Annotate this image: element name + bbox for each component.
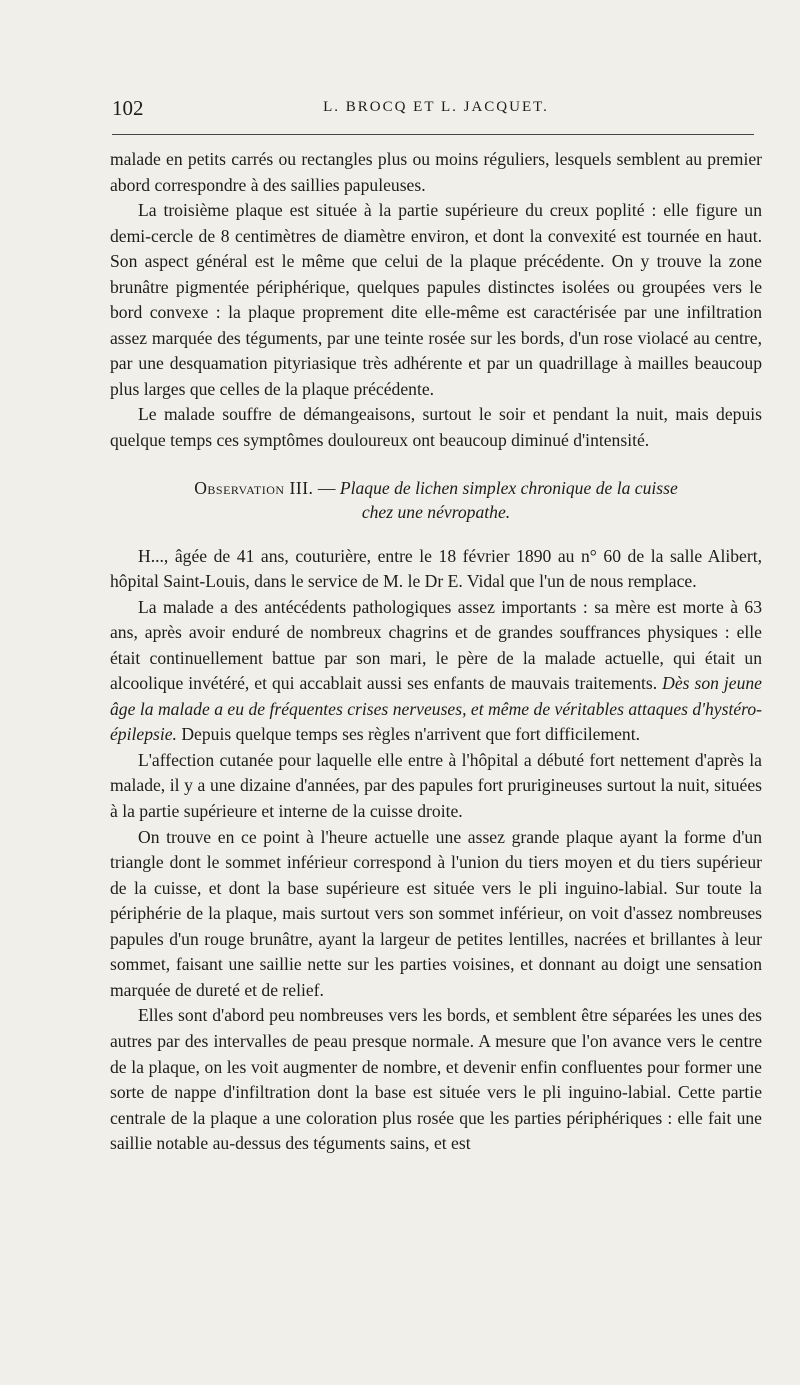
header-rule [112,134,754,135]
paragraph-italic-text: Dès son jeune âge la malade a eu de fréquentes crises nerveuses, et même de véritables attaques d'hystéro-épilepsie. [110,673,762,745]
paragraph: L'affection cutanée pour laquelle elle entre à l'hôpital a débuté fort nettement d'après la malade, il y a une dizaine d'années, par des papules fort prurigineuses surtout la nuit, situées à la partie supérieure et interne de la cuisse droite. [110,749,762,822]
paragraph-text: La malade a des antécédents pathologiques assez importants : sa mère est morte à 63 ans, après avoir enduré de nombreux chagrins et de grandes souffrances physiques : elle était continuellement battue par son mari, le père de la malade actuelle, qui était un alcoolique invétéré, et qui accablait aussi ses enfants de mauvais traitements. [110,596,762,694]
paragraph: malade en petits carrés ou rectangles plus ou moins réguliers, lesquels semblent au premier abord correspondre à des saillies papuleuses. [110,149,762,195]
paragraph: H..., âgée de 41 ans, couturière, entre le 18 février 1890 au n° 60 de la salle Alibert, hôpital Saint-Louis, dans le service de M. le Dr E. Vidal que l'un de nous remplace. [110,545,762,592]
observation-title-line1: Plaque de lichen simplex chronique de la cuisse [339,477,678,498]
paragraph: La troisième plaque est située à la partie supérieure du creux poplité : elle figure un demi-cercle de 8 centimètres de diamètre environ, et dont la convexité est tournée en haut. Son aspect général est le même que celui de la plaque précédente. On y trouve la zone brunâtre pigmentée périphérique, quelques papules distinctes isolées ou groupées vers le bord convexe : la plaque proprement dite elle-même est caractérisée par une infiltration assez marquée des téguments, par une teinte rosée sur les bords, d'un rose violacé au centre, par une desquamation pityriasique très adhérente et par un quadrillage à mailles beaucoup plus larges que celles de la plaque précédente. [110,200,762,399]
paragraph [110,595,762,748]
paragraph: Le malade souffre de démangeaisons, surtout le soir et pendant la nuit, mais depuis quelque temps ces symptômes douloureux ont beaucoup diminué d'intensité. [110,404,762,451]
paragraph-text-end: Depuis quelque temps ses règles n'arrivent que fort difficilement. [176,724,641,745]
page-number: 102 [112,96,144,120]
observation-title-line2: chez une névropathe. [361,501,511,522]
observation-dash: — [313,477,340,498]
paragraph: On trouve en ce point à l'heure actuelle une assez grande plaque ayant la forme d'un triangle dont le sommet inférieur correspond à l'union du tiers moyen et du tiers supérieur de la cuisse, et dont la base supérieure est située vers le pli inguino-labial. Sur toute la périphérie de la plaque, mais surtout vers son sommet inférieur, on voit d'assez nombreuses papules d'un rouge brunâtre, ayant la largeur de petites lentilles, nacrées et brillantes à leur sommet, faisant une saillie nette sur les parties voisines, et donnant au doigt une sensation marquée de dureté et de relief. [110,826,762,1000]
observation-label: Observation III. [194,477,314,498]
page-header [112,96,760,126]
body-text [110,147,762,1157]
paragraph: Elles sont d'abord peu nombreuses vers les bords, et semblent être séparées les unes des autres par des intervalles de peau presque normale. A mesure que l'on avance vers le centre de la plaque, on les voit augmenter de nombre, et devenir enfin confluentes pour former une sorte de nappe d'infiltration dont la base est située vers le pli inguino-labial. Cette partie centrale de la plaque a une coloration plus rosée que les parties périphériques : elle fait une saillie notable au-dessus des téguments sains, et est [110,1005,762,1154]
observation-heading [110,476,762,524]
running-title: L. BROCQ ET L. JACQUET. [323,99,549,115]
